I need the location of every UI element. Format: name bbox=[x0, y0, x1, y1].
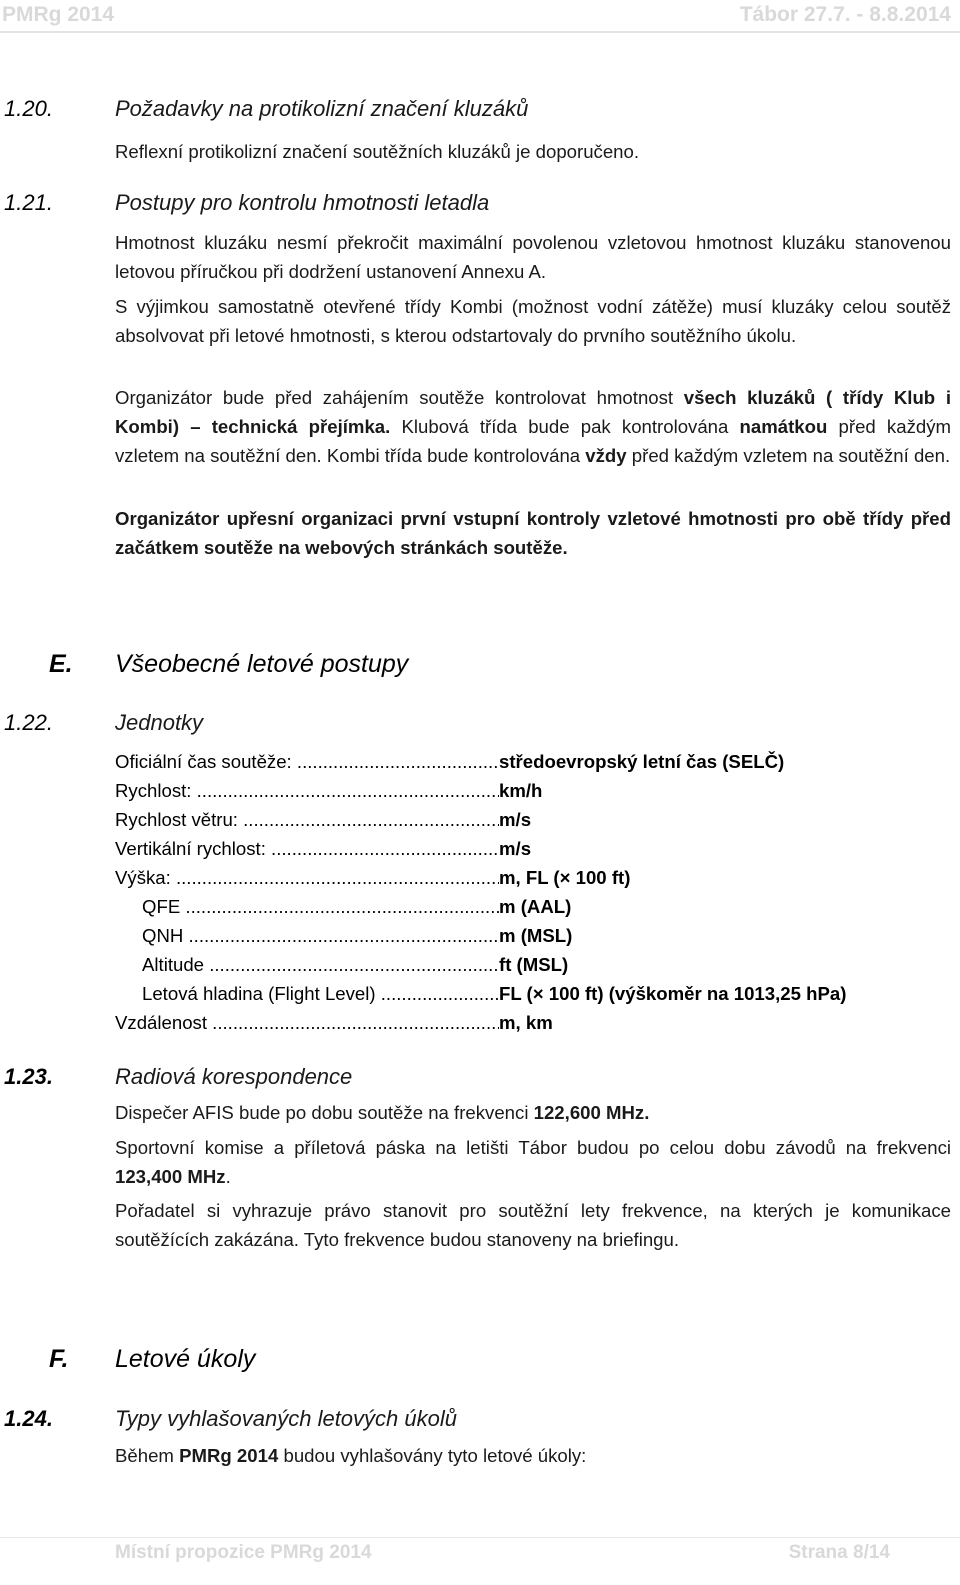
section-number: 1.22. bbox=[4, 710, 53, 735]
units-row bbox=[115, 921, 955, 950]
units-row bbox=[115, 747, 955, 776]
units-row bbox=[115, 892, 955, 921]
unit-label: Oficiální čas soutěže: ..... bbox=[115, 747, 499, 776]
page-number: Strana 8/14 bbox=[788, 1542, 890, 1563]
units-row bbox=[115, 979, 955, 1008]
unit-value: m (AAL) bbox=[499, 896, 572, 917]
paragraph: Dispečer AFIS bude po dobu soutěže na frekvenci 122,600 MHz. bbox=[115, 1102, 650, 1123]
section-heading: Požadavky na protikolizní značení kluzáků bbox=[115, 96, 529, 121]
footer-rule bbox=[0, 1537, 960, 1538]
section-heading: Postupy pro kontrolu hmotnosti letadla bbox=[115, 190, 490, 215]
section-heading: Jednotky bbox=[115, 710, 204, 735]
paragraph-bold: Organizátor upřesní organizaci první vstupní kontroly vzletové hmotnosti pro obě třídy před začátkem soutěže na webových stránkách soutěže. bbox=[115, 508, 951, 558]
section-number: 1.21. bbox=[4, 190, 53, 215]
units-row bbox=[115, 776, 955, 805]
units-row bbox=[115, 805, 955, 834]
section-number: 1.20. bbox=[4, 96, 53, 121]
paragraph: Sportovní komise a příletová páska na letišti Tábor budou po celou dobu závodů na frekvenci 123,400 MHz. bbox=[115, 1137, 951, 1187]
units-row bbox=[115, 1008, 955, 1037]
units-table bbox=[115, 747, 955, 1037]
chapter-letter: F. bbox=[49, 1345, 69, 1373]
chapter-letter: E. bbox=[49, 650, 73, 678]
unit-label: Letová hladina (Flight Level) ..... bbox=[142, 979, 499, 1008]
unit-value: m (MSL) bbox=[499, 925, 573, 946]
unit-value: středoevropský letní čas (SELČ) bbox=[499, 751, 785, 772]
page-header bbox=[0, 0, 960, 34]
unit-label: Výška: ..... bbox=[115, 863, 499, 892]
paragraph: Reflexní protikolizní značení soutěžních kluzáků je doporučeno. bbox=[115, 141, 640, 162]
paragraph: Organizátor bude před zahájením soutěže kontrolovat hmotnost všech kluzáků ( třídy Klub i Kombi) – technická přejímka. Klubová třída bude pak kontrolována namátkou před každým vzletem na soutěžní den. Kombi třída bude kontrolována vždy před každým vzletem na soutěžní den. bbox=[115, 387, 951, 466]
unit-label: Vertikální rychlost: ..... bbox=[115, 834, 499, 863]
section-heading: Typy vyhlašovaných letových úkolů bbox=[115, 1406, 457, 1431]
unit-value: m, FL (× 100 ft) bbox=[499, 867, 631, 888]
unit-value: ft (MSL) bbox=[499, 954, 569, 975]
unit-label: Altitude ..... bbox=[142, 950, 499, 979]
unit-label: QFE ..... bbox=[142, 892, 499, 921]
unit-value: m/s bbox=[499, 838, 532, 859]
unit-label: Rychlost: ..... bbox=[115, 776, 499, 805]
unit-value: m/s bbox=[499, 809, 532, 830]
unit-label: Vzdálenost ..... bbox=[115, 1008, 499, 1037]
paragraph: Pořadatel si vyhrazuje právo stanovit pro soutěžní lety frekvence, na kterých je komunikace soutěžících zakázána. Tyto frekvence budou stanoveny na briefingu. bbox=[115, 1200, 951, 1250]
unit-value: km/h bbox=[499, 780, 543, 801]
units-row bbox=[115, 950, 955, 979]
unit-value: m, km bbox=[499, 1012, 553, 1033]
chapter-heading: Letové úkoly bbox=[115, 1345, 256, 1373]
section-heading: Radiová korespondence bbox=[115, 1064, 353, 1089]
units-row bbox=[115, 863, 955, 892]
unit-label: Rychlost větru: ..... bbox=[115, 805, 499, 834]
section-number: 1.24. bbox=[4, 1406, 53, 1431]
footer-title: Místní propozice PMRg 2014 bbox=[115, 1542, 372, 1563]
paragraph: Hmotnost kluzáku nesmí překročit maximální povolenou vzletovou hmotnost kluzáku stanovenou letovou příručkou při dodržení ustanovení Annexu A. bbox=[115, 232, 951, 282]
header-rule bbox=[0, 31, 960, 33]
unit-value: FL (× 100 ft) (výškoměr na 1013,25 hPa) bbox=[499, 983, 847, 1004]
unit-label: QNH ..... bbox=[142, 921, 499, 950]
chapter-heading: Všeobecné letové postupy bbox=[115, 650, 409, 678]
units-row bbox=[115, 834, 955, 863]
paragraph: S výjimkou samostatně otevřené třídy Kombi (možnost vodní zátěže) musí kluzáky celou soutěž absolvovat při letové hmotnosti, s kterou odstartovaly do prvního soutěžního úkolu. bbox=[115, 296, 951, 346]
section-number: 1.23. bbox=[4, 1064, 53, 1089]
paragraph: Během PMRg 2014 budou vyhlašovány tyto letové úkoly: bbox=[115, 1445, 587, 1466]
header-title: PMRg 2014 bbox=[2, 3, 115, 26]
header-dates: Tábor 27.7. - 8.8.2014 bbox=[739, 3, 951, 26]
